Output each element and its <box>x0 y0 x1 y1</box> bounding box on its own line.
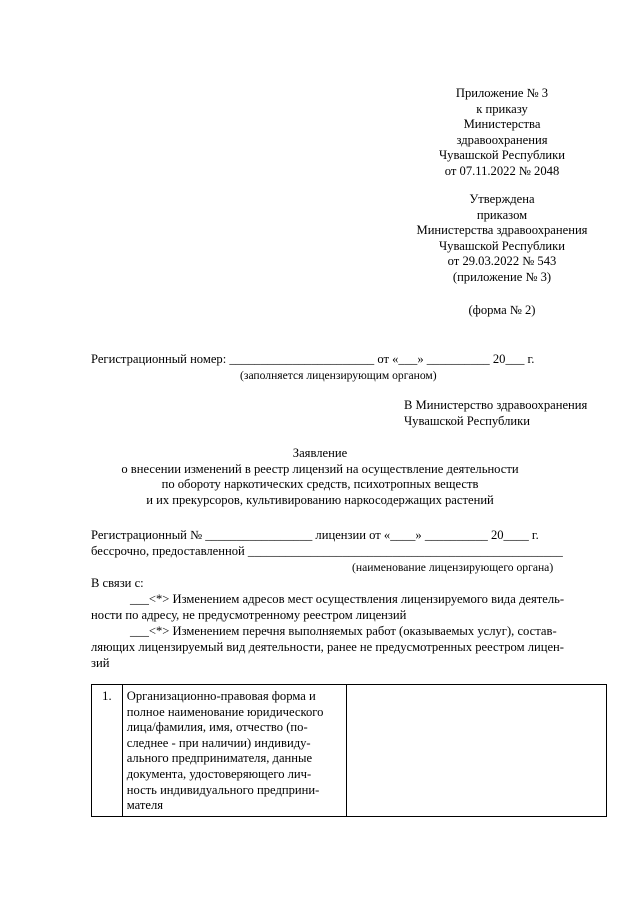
title-line: о внесении изменений в реестр лицензий на осуществление деятельности <box>121 461 519 476</box>
approved-line: Утверждена <box>469 192 535 206</box>
row-description <box>122 685 347 817</box>
appendix-line: к приказу <box>476 101 528 116</box>
addressee-line: В Министерство здравоохранения <box>404 398 588 412</box>
row-description-line: полное наименование юридического <box>126 704 324 719</box>
approved-line: от 29.03.2022 № 543 <box>447 254 557 269</box>
registration-note: (заполняется лицензирующим органом) <box>240 369 437 382</box>
reasons-intro: В связи с: <box>91 576 144 590</box>
row-number: 1. <box>92 685 123 817</box>
appendix-line: от 07.11.2022 № 2048 <box>444 163 560 178</box>
registration-line: Регистрационный номер: _______________________ от «___» __________ 20___ г. <box>91 352 535 366</box>
form-number: (форма № 2) <box>468 303 536 317</box>
approved-line: приказом <box>476 207 528 222</box>
row-description-line: следнее - при наличии) индивиду- <box>126 735 311 750</box>
addressee-block <box>404 398 587 429</box>
row-description-line: ность индивидуального предприни- <box>126 782 320 797</box>
row-description-line: мателя <box>126 798 164 813</box>
application-table <box>91 684 607 817</box>
appendix-line: Министерства <box>463 117 541 132</box>
approved-line: (приложение № 3) <box>452 269 552 284</box>
row-description-line: лица/фамилия, имя, отчество (по- <box>126 720 308 735</box>
addressee-line: Чувашской Республики <box>404 413 530 428</box>
appendix-line: Приложение № 3 <box>455 86 549 100</box>
appendix-block <box>390 86 614 180</box>
reason-2-line: ___<*> Изменением перечня выполняемых работ (оказываемых услуг), состав- <box>130 624 557 638</box>
title-line: Заявление <box>292 446 348 460</box>
reason-1-line: ности по адресу, не предусмотренному реестром лицензий <box>91 608 407 622</box>
row-description-line: Организационно-правовая форма и <box>126 689 316 703</box>
title-line: по обороту наркотических средств, психотропных веществ <box>161 477 479 492</box>
row-description-line: документа, удостоверяющего лич- <box>126 766 312 781</box>
document-title <box>40 446 600 508</box>
approved-block <box>390 192 614 286</box>
row-description-line: ального предпринимателя, данные <box>126 751 313 766</box>
appendix-line: Чувашской Республики <box>439 148 565 163</box>
title-line: и их прекурсоров, культивированию наркосодержащих растений <box>146 492 494 507</box>
row-value-field[interactable] <box>347 685 607 817</box>
license-authority-note: (наименование лицензирующего органа) <box>352 561 554 574</box>
approved-line: Министерства здравоохранения <box>416 223 588 238</box>
appendix-line: здравоохранения <box>456 132 548 147</box>
license-authority-line: бессрочно, предоставленной __________________________________________________ <box>91 544 563 558</box>
approved-line: Чувашской Республики <box>439 238 565 253</box>
reason-1-line: ___<*> Изменением адресов мест осуществления лицензируемого вида деятель- <box>130 592 565 606</box>
reason-2-line: ляющих лицензируемый вид деятельности, ранее не предусмотренных реестром лицен- <box>91 640 564 654</box>
license-number-line: Регистрационный № _________________ лицензии от «____» __________ 20____ г. <box>91 528 539 542</box>
reason-2-line: зий <box>91 656 110 670</box>
table-row <box>92 685 607 817</box>
